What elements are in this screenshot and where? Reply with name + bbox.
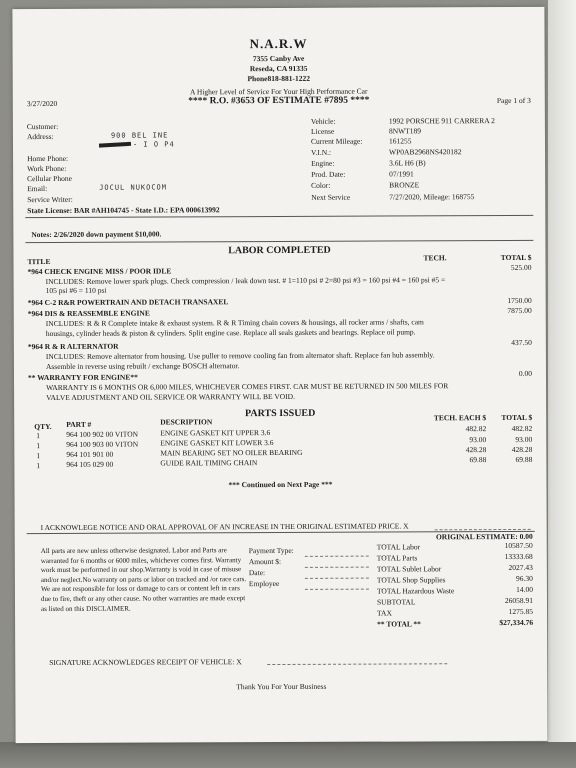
state-license: State License: BAR #AH104745 - State I.D.: EPA 000613992 — [27, 205, 220, 216]
total-hazardous-value: 14.00 — [516, 584, 533, 594]
license-value: 8NWT189 — [388, 126, 422, 136]
next-service-label: Next Service — [311, 192, 351, 202]
labor-col-total: TOTAL $ — [500, 252, 532, 263]
labor-item-total: 525.00 — [510, 262, 532, 272]
grand-total-value: $27,334.76 — [499, 617, 534, 628]
original-estimate: ORIGINAL ESTIMATE: 0.00 — [435, 531, 533, 542]
part-number: 964 101 901 00 — [66, 449, 114, 459]
payment-date-line — [305, 578, 369, 579]
part-number: 964 100 903 00 VITON — [66, 439, 139, 449]
labor-item-includes: VALVE ADJUSTMENT AND OIL SERVICE OR WARRANTY WILL BE VOID. — [46, 391, 295, 403]
labor-item-total: 1750.00 — [507, 295, 532, 306]
tax-value: 1275.85 — [508, 606, 534, 617]
payment-type-line — [305, 556, 369, 557]
labor-item-includes: INCLUDES: Remove lower spark plugs. Check compression / leak down test. # 1=110 psi # 2=80 psi #3 = 160 psi #4 = 160 psi #5 = — [45, 275, 446, 287]
ro-number: **** R.O. #3653 OF ESTIMATE #7895 **** — [188, 95, 370, 107]
labor-item-total: 0.00 — [518, 368, 533, 378]
labor-item-includes: Assemble in reverse using rebuilt / exchange BOSCH alternator. — [45, 361, 240, 372]
shop-street: 7355 Canby Ave — [252, 53, 305, 64]
acknowledge-text: I ACKNOWLEGE NOTICE AND ORAL APPROVAL OF AN INCREASE IN THE ORIGINAL ESTIMATED PRICE. X — [40, 521, 409, 533]
employee-line — [305, 589, 369, 590]
labor-item-includes: INCLUDES: Remove alternator from housing. Use puller to remove cooling fan from alternator shaft. Replace fan hub assembly. — [45, 350, 435, 362]
shop-phone: Phone818-881-1222 — [247, 73, 310, 84]
total-sublet-label: TOTAL Sublet Labor — [376, 564, 442, 574]
prod-date-label: Prod. Date: — [311, 169, 346, 179]
parts-col-desc: DESCRIPTION — [160, 417, 213, 427]
labor-item-includes: housings, cylinder heads & piston & cylinders. Split engine case. Replace all seals gaskets and bearings. Replace oil pump. — [45, 327, 416, 339]
document-date: 3/27/2020 — [26, 98, 58, 109]
total-sublet-value: 2027.43 — [508, 562, 533, 573]
redaction-mark — [99, 142, 131, 148]
labor-item-includes: WARRANTY IS 6 MONTHS OR 6,000 MILES, WHICHEVER COMES FIRST. CAR MUST BE RETURNED IN 500 MILES FOR — [46, 381, 449, 393]
subtotal-label: SUBTOTAL — [376, 597, 416, 607]
color-value: BRONZE — [389, 180, 420, 190]
vin-label: V.I.N.: — [311, 147, 332, 157]
part-total: 69.88 — [515, 454, 533, 464]
parts-col-qty: QTY. — [34, 421, 52, 432]
home-phone-label: Home Phone: — [27, 153, 69, 164]
labor-section-title: LABOR COMPLETED — [228, 244, 331, 257]
address-handwritten-1: 900 BEL INE — [110, 131, 169, 140]
labor-col-tech: TECH. — [423, 253, 447, 263]
labor-item-includes: INCLUDES: R & R Complete intake & exhaust system. R & R Timing chain covers & housings, all rocker arms / shafts, cam — [45, 317, 424, 329]
color-label: Color: — [311, 180, 331, 190]
customer-label: Customer: — [26, 121, 59, 132]
prod-date-value: 07/1991 — [389, 169, 414, 179]
part-description: ENGINE GASKET KIT LOWER 3.6 — [160, 438, 274, 448]
total-labor-value: 10587.50 — [504, 540, 533, 551]
labor-item-title: *964 C-2 R&R POWERTRAIN AND DETACH TRANSAXEL — [27, 297, 229, 308]
email-handwritten: JOCUL NUKOCOM — [99, 183, 167, 192]
repair-order-document — [12, 7, 547, 743]
part-qty: 1 — [36, 461, 41, 471]
part-description: GUIDE RAIL TIMING CHAIN — [160, 458, 258, 468]
labor-item-title: *964 R & R ALTERNATOR — [27, 341, 119, 352]
mileage-value: 161255 — [388, 136, 412, 146]
continued-note: *** Continued on Next Page *** — [228, 479, 333, 490]
work-phone-label: Work Phone: — [27, 163, 67, 174]
part-qty: 1 — [36, 431, 41, 441]
address-label: Address: — [26, 131, 54, 142]
total-shop-supplies-label: TOTAL Shop Supplies — [376, 575, 446, 585]
total-parts-label: TOTAL Parts — [376, 553, 418, 563]
shop-name: N.A.R.W — [249, 35, 308, 52]
labor-item-total: 7875.00 — [507, 305, 532, 316]
thank-you: Thank You For Your Business — [236, 681, 327, 692]
tax-label: TAX — [377, 608, 392, 618]
signature-line — [267, 663, 447, 665]
grand-total-label: ** TOTAL ** — [377, 619, 421, 629]
mileage-label: Current Mileage: — [310, 136, 363, 146]
payment-type-label: Payment Type: — [248, 545, 294, 556]
notes: Notes: 2/26/2020 down payment $10,000. — [31, 229, 162, 240]
background-floor — [0, 742, 576, 768]
engine-label: Engine: — [311, 158, 335, 168]
next-service-value: 7/27/2020, Mileage: 168755 — [389, 192, 475, 202]
parts-col-each: TECH. EACH $ — [433, 413, 487, 423]
part-description: MAIN BEARING SET NO OILER BEARING — [160, 447, 303, 458]
parts-col-total: TOTAL $ — [501, 412, 533, 423]
background-edge — [548, 0, 576, 768]
part-total: 482.82 — [511, 423, 533, 433]
signature-text: SIGNATURE ACKNOWLEDGES RECEIPT OF VEHICLE: X — [49, 657, 242, 668]
labor-item-includes: 105 psi #6 = 110 psi — [45, 285, 107, 296]
parts-col-part: PART # — [66, 419, 92, 429]
part-number: 964 100 902 00 VITON — [66, 429, 139, 439]
total-shop-supplies-value: 96.30 — [515, 573, 533, 583]
payment-date-label: Date: — [248, 568, 266, 578]
divider — [25, 215, 533, 218]
part-each: 69.88 — [469, 455, 487, 465]
shop-tagline: A Higher Level of Service For Your High Performance Car — [190, 86, 368, 97]
part-number: 964 105 029 00 — [66, 459, 114, 469]
license-label: License — [310, 126, 335, 136]
part-total: 428.28 — [511, 444, 533, 454]
engine-value: 3.6L H6 (B) — [389, 158, 426, 168]
amount-label: Amount $: — [248, 556, 282, 567]
vehicle-label: Vehicle: — [310, 116, 336, 126]
email-label: Email: — [27, 184, 48, 194]
part-each: 93.00 — [469, 435, 487, 445]
part-total: 93.00 — [515, 434, 533, 444]
part-each: 482.82 — [465, 424, 487, 434]
vehicle-value: 1992 PORSCHE 911 CARRERA 2 — [388, 116, 495, 126]
part-description: ENGINE GASKET KIT UPPER 3.6 — [160, 428, 271, 438]
shop-city: Reseda, CA 91335 — [249, 63, 308, 74]
labor-item-title: ** WARRANTY FOR ENGINE** — [27, 372, 138, 383]
total-parts-value: 13333.68 — [504, 551, 533, 562]
subtotal-value: 26058.91 — [504, 595, 534, 606]
parts-section-title: PARTS ISSUED — [244, 407, 316, 420]
total-labor-label: TOTAL Labor — [376, 542, 421, 552]
employee-label: Employee — [248, 579, 280, 589]
labor-col-title: TITLE — [27, 257, 51, 267]
part-qty: 1 — [36, 451, 41, 461]
divider — [25, 240, 533, 243]
address-handwritten-2: - I O P4 — [132, 140, 175, 149]
labor-item-title: *964 CHECK ENGINE MISS / POOR IDLE — [27, 266, 172, 277]
disclaimer-text: All parts are new unless otherwise designated. Labor and Parts are warranted for 6 months or 6000 miles, whichever comes first. Warranty work must be performed in our shop.Warranty is void in case of misuse and/or neglect.No warranty on parts or labor on tracked and /or race cars. We are not responsible for loss or damage to cars or content left in cars due to fire, theft or any other cause. No other warranties are made except as listed on this DISCLAIMER. — [40, 546, 247, 613]
vin-value: WP0AB2968NS420182 — [389, 147, 462, 157]
part-qty: 1 — [36, 441, 41, 451]
amount-line — [305, 567, 369, 568]
page-number: Page 1 of 3 — [496, 95, 531, 106]
labor-item-total: 437.50 — [511, 337, 532, 347]
service-writer-label: Service Writer: — [27, 194, 73, 205]
total-hazardous-label: TOTAL Hazardous Waste — [376, 586, 455, 596]
cellular-phone-label: Cellular Phone — [27, 173, 72, 184]
part-each: 428.28 — [465, 445, 487, 455]
labor-item-title: *964 DIS & REASSEMBLE ENGINE — [27, 308, 150, 319]
